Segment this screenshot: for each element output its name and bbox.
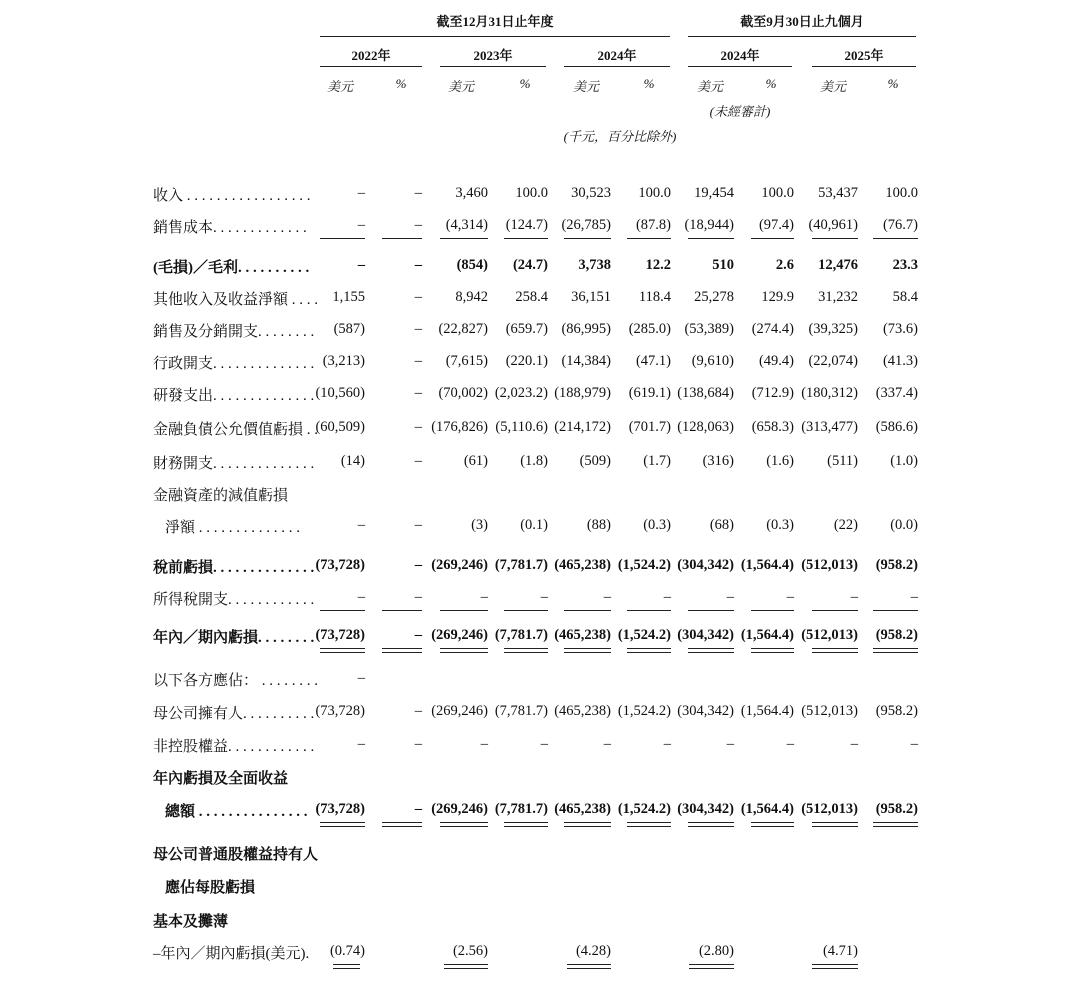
rule-line bbox=[382, 648, 422, 649]
row-value: 1,155 bbox=[332, 289, 365, 305]
row-value: 510 bbox=[712, 257, 734, 273]
rule-line bbox=[873, 826, 918, 827]
row-value: 118.4 bbox=[638, 289, 671, 305]
row-value: (274.4) bbox=[751, 321, 794, 337]
rule-line bbox=[504, 652, 548, 653]
row-value: – bbox=[540, 736, 548, 752]
row-value: – bbox=[357, 217, 365, 233]
row-value: (304,342) bbox=[677, 703, 734, 719]
row-value: (14) bbox=[340, 453, 365, 469]
unit-header: 美元 bbox=[572, 79, 599, 94]
row-value: – bbox=[357, 670, 365, 686]
row-value: (0.0) bbox=[890, 517, 918, 533]
rule-line bbox=[440, 238, 488, 239]
row-value: – bbox=[414, 419, 422, 435]
rule-line bbox=[320, 648, 365, 649]
row-value: (22,827) bbox=[438, 321, 488, 337]
row-value: (1.7) bbox=[643, 453, 671, 469]
row-value: (465,238) bbox=[554, 557, 611, 573]
row-value: – bbox=[414, 185, 422, 201]
rule-line bbox=[688, 652, 734, 653]
rule-line bbox=[688, 238, 734, 239]
rule-line bbox=[440, 822, 488, 823]
rule-line bbox=[688, 822, 734, 823]
row-value: 100.0 bbox=[761, 185, 794, 201]
row-value: (316) bbox=[702, 453, 734, 469]
row-value: (4.71) bbox=[822, 943, 858, 959]
rule-line bbox=[751, 648, 794, 649]
row-value: – bbox=[663, 736, 671, 752]
row-value: – bbox=[726, 589, 734, 605]
unit-header: % bbox=[887, 76, 899, 91]
row-value: (1,564.4) bbox=[740, 801, 794, 817]
row-value: (1,524.2) bbox=[617, 557, 671, 573]
rule-line bbox=[812, 826, 858, 827]
rule-line bbox=[504, 610, 548, 611]
rule-line bbox=[564, 822, 611, 823]
row-value: (4,314) bbox=[445, 217, 488, 233]
row-value: 12,476 bbox=[818, 257, 858, 273]
row-value: – bbox=[414, 353, 422, 369]
year-underline bbox=[320, 66, 422, 67]
row-value: (214,172) bbox=[554, 419, 611, 435]
rule-line bbox=[873, 238, 918, 239]
row-value: (659.7) bbox=[505, 321, 548, 337]
row-value: (176,826) bbox=[431, 419, 488, 435]
rule-line bbox=[333, 964, 360, 965]
rule-line bbox=[627, 610, 671, 611]
row-value: – bbox=[414, 517, 422, 533]
unit-header: % bbox=[395, 76, 407, 91]
row-value: (304,342) bbox=[677, 557, 734, 573]
row-value: – bbox=[357, 736, 365, 752]
rule-line bbox=[567, 968, 611, 969]
rule-line bbox=[320, 652, 365, 653]
row-label: 所得稅開支. . . . . . . . . . . . bbox=[153, 592, 315, 608]
row-value: (0.3) bbox=[643, 517, 671, 533]
row-label: 基本及攤薄 bbox=[153, 914, 229, 930]
unit-header: % bbox=[765, 76, 777, 91]
row-value: (1,564.4) bbox=[740, 557, 794, 573]
row-value: (49.4) bbox=[758, 353, 794, 369]
row-value: (7,615) bbox=[445, 353, 488, 369]
row-label: 稅前虧損. . . . . . . . . . . . . . bbox=[153, 560, 315, 576]
row-value: (304,342) bbox=[677, 627, 734, 643]
row-value: (958.2) bbox=[875, 557, 918, 573]
column-group-annual: 截至12月31日止年度 bbox=[436, 14, 554, 29]
row-value: 19,454 bbox=[694, 185, 734, 201]
row-value: (14,384) bbox=[561, 353, 611, 369]
row-value: (7,781.7) bbox=[494, 801, 548, 817]
rule-line bbox=[873, 648, 918, 649]
rule-line bbox=[440, 652, 488, 653]
rule-line bbox=[688, 610, 734, 611]
row-value: (188,979) bbox=[554, 385, 611, 401]
row-value: (7,781.7) bbox=[494, 703, 548, 719]
row-label: 年內虧損及全面收益 bbox=[153, 771, 289, 787]
rule-line bbox=[812, 822, 858, 823]
rule-line bbox=[688, 648, 734, 649]
row-value: (512,013) bbox=[801, 703, 858, 719]
row-value: (39,325) bbox=[808, 321, 858, 337]
row-value: 30,523 bbox=[571, 185, 611, 201]
row-value: 53,437 bbox=[818, 185, 858, 201]
row-value: (41.3) bbox=[882, 353, 918, 369]
row-value: (2,023.2) bbox=[494, 385, 548, 401]
rule-line bbox=[688, 826, 734, 827]
rule-line bbox=[564, 648, 611, 649]
row-value: 8,942 bbox=[455, 289, 488, 305]
unit-header: 美元 bbox=[819, 79, 846, 94]
row-value: (958.2) bbox=[875, 801, 918, 817]
year-underline bbox=[440, 66, 546, 67]
row-value: 2.6 bbox=[775, 257, 794, 273]
row-value: 36,151 bbox=[571, 289, 611, 305]
unaudited-note: (未經審計) bbox=[709, 104, 771, 119]
year-header-2024: 2024年 bbox=[597, 48, 637, 63]
unit-header: % bbox=[643, 76, 655, 91]
row-value: – bbox=[414, 736, 422, 752]
row-value: (658.3) bbox=[751, 419, 794, 435]
rule-line bbox=[504, 822, 548, 823]
row-label: 年內／期內虧損. . . . . . . . bbox=[153, 630, 315, 646]
row-value: (9,610) bbox=[691, 353, 734, 369]
row-value: (465,238) bbox=[554, 801, 611, 817]
rule-line bbox=[627, 652, 671, 653]
rule-line bbox=[382, 826, 422, 827]
row-value: – bbox=[540, 589, 548, 605]
rule-line bbox=[382, 610, 422, 611]
row-label: 研發支出. . . . . . . . . . . . . . bbox=[153, 388, 315, 404]
row-value: 12.2 bbox=[645, 257, 671, 273]
row-value: (958.2) bbox=[875, 703, 918, 719]
year-header-2022: 2022年 bbox=[351, 48, 391, 63]
rule-line bbox=[444, 968, 488, 969]
row-value: (1,524.2) bbox=[617, 703, 671, 719]
row-label: 行政開支. . . . . . . . . . . . . . bbox=[153, 356, 315, 372]
rule-line bbox=[564, 610, 611, 611]
rule-line bbox=[751, 238, 794, 239]
rule-line bbox=[751, 822, 794, 823]
row-value: 129.9 bbox=[761, 289, 794, 305]
row-label: 金融資產的減值虧損 bbox=[153, 488, 289, 504]
row-value: (7,781.7) bbox=[494, 627, 548, 643]
row-value: – bbox=[414, 217, 422, 233]
rule-line bbox=[564, 238, 611, 239]
row-value: – bbox=[910, 736, 918, 752]
row-value: (1,564.4) bbox=[740, 703, 794, 719]
row-value: – bbox=[480, 736, 488, 752]
row-value: (0.1) bbox=[520, 517, 548, 533]
row-value: (958.2) bbox=[875, 627, 918, 643]
row-value: – bbox=[414, 557, 422, 573]
row-value: – bbox=[850, 736, 858, 752]
row-value: (269,246) bbox=[431, 703, 488, 719]
row-value: (586.6) bbox=[875, 419, 918, 435]
row-value: (18,944) bbox=[684, 217, 734, 233]
row-value: (53,389) bbox=[684, 321, 734, 337]
row-value: – bbox=[414, 321, 422, 337]
row-value: – bbox=[414, 703, 422, 719]
row-label: 金融負債公允價值虧損 . . bbox=[153, 422, 319, 438]
rule-line bbox=[333, 968, 360, 969]
row-value: (313,477) bbox=[801, 419, 858, 435]
row-value: (1,564.4) bbox=[740, 627, 794, 643]
row-value: (269,246) bbox=[431, 557, 488, 573]
row-value: – bbox=[786, 736, 794, 752]
row-value: – bbox=[663, 589, 671, 605]
row-value: (220.1) bbox=[505, 353, 548, 369]
rule-line bbox=[627, 238, 671, 239]
row-value: (97.4) bbox=[758, 217, 794, 233]
row-value: (712.9) bbox=[751, 385, 794, 401]
rule-line bbox=[689, 964, 734, 965]
year-underline bbox=[564, 66, 670, 67]
row-value: – bbox=[603, 736, 611, 752]
row-value: – bbox=[357, 589, 365, 605]
row-label: (毛損)／毛利. . . . . . . . . . bbox=[153, 260, 310, 276]
row-value: (47.1) bbox=[635, 353, 671, 369]
row-value: (26,785) bbox=[561, 217, 611, 233]
unit-header: 美元 bbox=[447, 79, 474, 94]
row-value: (124.7) bbox=[505, 217, 548, 233]
row-value: (73,728) bbox=[315, 557, 365, 573]
row-value: (180,312) bbox=[801, 385, 858, 401]
year-header-2023: 2023年 bbox=[473, 48, 513, 63]
row-value: 31,232 bbox=[818, 289, 858, 305]
row-value: – bbox=[726, 736, 734, 752]
row-label: 財務開支. . . . . . . . . . . . . . bbox=[153, 456, 315, 472]
row-value: (86,995) bbox=[561, 321, 611, 337]
rule-line bbox=[440, 826, 488, 827]
rule-line bbox=[320, 826, 365, 827]
row-value: (269,246) bbox=[431, 801, 488, 817]
rule-line bbox=[320, 610, 365, 611]
unit-header: % bbox=[519, 76, 531, 91]
rule-line bbox=[627, 826, 671, 827]
row-label: 淨額 . . . . . . . . . . . . . . bbox=[165, 520, 301, 536]
row-value: – bbox=[357, 257, 365, 273]
row-value: – bbox=[414, 801, 422, 817]
row-value: (22,074) bbox=[808, 353, 858, 369]
column-group-nine-months: 截至9月30日止九個月 bbox=[740, 14, 864, 29]
rule-line bbox=[751, 652, 794, 653]
row-value: (512,013) bbox=[801, 557, 858, 573]
row-value: (2.56) bbox=[452, 943, 488, 959]
row-value: – bbox=[414, 289, 422, 305]
rule-line bbox=[504, 238, 548, 239]
row-value: (465,238) bbox=[554, 703, 611, 719]
row-value: (3,213) bbox=[322, 353, 365, 369]
rule-line bbox=[812, 610, 858, 611]
row-value: (7,781.7) bbox=[494, 557, 548, 573]
group-underline-annual bbox=[320, 36, 670, 37]
rule-line bbox=[504, 826, 548, 827]
row-value: (138,684) bbox=[677, 385, 734, 401]
row-value: (512,013) bbox=[801, 801, 858, 817]
row-label: 母公司擁有人. . . . . . . . . . bbox=[153, 706, 315, 722]
row-value: (465,238) bbox=[554, 627, 611, 643]
row-label: 其他收入及收益淨額 . . . . bbox=[153, 292, 319, 308]
row-value: – bbox=[414, 627, 422, 643]
row-value: – bbox=[357, 517, 365, 533]
row-value: (701.7) bbox=[628, 419, 671, 435]
row-value: (587) bbox=[333, 321, 365, 337]
row-value: (76.7) bbox=[882, 217, 918, 233]
row-value: (73,728) bbox=[315, 627, 365, 643]
row-value: 23.3 bbox=[892, 257, 918, 273]
row-label: 收入 . . . . . . . . . . . . . . . . . bbox=[153, 188, 311, 204]
row-label: 非控股權益. . . . . . . . . . . . bbox=[153, 739, 315, 755]
year-underline bbox=[688, 66, 792, 67]
row-value: (128,063) bbox=[677, 419, 734, 435]
row-value: (70,002) bbox=[438, 385, 488, 401]
rule-line bbox=[564, 652, 611, 653]
row-value: (40,961) bbox=[808, 217, 858, 233]
row-value: – bbox=[414, 257, 422, 273]
row-value: – bbox=[414, 453, 422, 469]
row-value: (509) bbox=[579, 453, 611, 469]
row-value: – bbox=[357, 185, 365, 201]
year-header-2024-nine-months: 2024年 bbox=[720, 48, 760, 63]
unit-note: (千元，百分比除外) bbox=[563, 129, 677, 144]
row-value: – bbox=[480, 589, 488, 605]
row-value: – bbox=[603, 589, 611, 605]
rule-line bbox=[382, 652, 422, 653]
row-value: (3) bbox=[471, 517, 488, 533]
row-label: 以下各方應佔： . . . . . . . . bbox=[153, 673, 319, 689]
row-value: – bbox=[786, 589, 794, 605]
row-value: 3,738 bbox=[578, 257, 611, 273]
rule-line bbox=[382, 238, 422, 239]
rule-line bbox=[567, 964, 611, 965]
row-value: (5,110.6) bbox=[495, 419, 548, 435]
row-value: (68) bbox=[709, 517, 734, 533]
row-label: 銷售成本. . . . . . . . . . . . . bbox=[153, 220, 307, 236]
row-label: 銷售及分銷開支. . . . . . . . bbox=[153, 324, 315, 340]
unit-header: 美元 bbox=[326, 79, 353, 94]
row-label: –年內／期內虧損(美元). bbox=[153, 946, 310, 962]
rule-line bbox=[440, 648, 488, 649]
row-value: (4.28) bbox=[575, 943, 611, 959]
row-value: (88) bbox=[586, 517, 611, 533]
row-value: (1.0) bbox=[890, 453, 918, 469]
rule-line bbox=[812, 652, 858, 653]
year-underline bbox=[812, 66, 916, 67]
row-value: – bbox=[414, 589, 422, 605]
row-value: (619.1) bbox=[628, 385, 671, 401]
unit-header: 美元 bbox=[696, 79, 723, 94]
row-value: (73,728) bbox=[315, 801, 365, 817]
row-value: – bbox=[414, 385, 422, 401]
row-value: (854) bbox=[456, 257, 488, 273]
row-value: (10,560) bbox=[315, 385, 365, 401]
row-value: 3,460 bbox=[455, 185, 488, 201]
rule-line bbox=[812, 964, 858, 965]
row-value: (61) bbox=[463, 453, 488, 469]
row-value: (269,246) bbox=[431, 627, 488, 643]
row-value: (0.3) bbox=[766, 517, 794, 533]
row-value: 58.4 bbox=[892, 289, 918, 305]
rule-line bbox=[444, 964, 488, 965]
row-value: (511) bbox=[827, 453, 858, 469]
rule-line bbox=[812, 648, 858, 649]
rule-line bbox=[751, 610, 794, 611]
rule-line bbox=[812, 968, 858, 969]
row-value: (73.6) bbox=[882, 321, 918, 337]
row-value: (285.0) bbox=[628, 321, 671, 337]
row-value: (87.8) bbox=[635, 217, 671, 233]
rule-line bbox=[382, 822, 422, 823]
rule-line bbox=[320, 822, 365, 823]
row-value: (1,524.2) bbox=[617, 627, 671, 643]
rule-line bbox=[812, 238, 858, 239]
row-value: (0.74) bbox=[329, 943, 365, 959]
row-value: (512,013) bbox=[801, 627, 858, 643]
row-value: (60,509) bbox=[315, 419, 365, 435]
rule-line bbox=[440, 610, 488, 611]
row-value: 100.0 bbox=[885, 185, 918, 201]
rule-line bbox=[873, 822, 918, 823]
rule-line bbox=[320, 238, 365, 239]
row-value: (304,342) bbox=[677, 801, 734, 817]
row-value: 100.0 bbox=[638, 185, 671, 201]
row-value: (1.6) bbox=[766, 453, 794, 469]
rule-line bbox=[504, 648, 548, 649]
row-value: – bbox=[850, 589, 858, 605]
rule-line bbox=[627, 822, 671, 823]
row-value: (337.4) bbox=[875, 385, 918, 401]
row-value: (1,524.2) bbox=[617, 801, 671, 817]
row-label: 總額 . . . . . . . . . . . . . . . bbox=[165, 804, 308, 820]
row-value: – bbox=[910, 589, 918, 605]
row-value: (22) bbox=[833, 517, 858, 533]
rule-line bbox=[564, 826, 611, 827]
row-value: (2.80) bbox=[698, 943, 734, 959]
group-underline-nine-months bbox=[688, 36, 916, 37]
rule-line bbox=[627, 648, 671, 649]
row-value: 25,278 bbox=[694, 289, 734, 305]
row-value: 258.4 bbox=[515, 289, 548, 305]
year-header-2025-nine-months: 2025年 bbox=[844, 48, 884, 63]
row-value: (73,728) bbox=[315, 703, 365, 719]
row-value: 100.0 bbox=[515, 185, 548, 201]
rule-line bbox=[689, 968, 734, 969]
rule-line bbox=[873, 652, 918, 653]
rule-line bbox=[873, 610, 918, 611]
row-label: 母公司普通股權益持有人 bbox=[153, 847, 319, 863]
row-label: 應佔每股虧損 bbox=[165, 880, 256, 896]
rule-line bbox=[751, 826, 794, 827]
row-value: (24.7) bbox=[512, 257, 548, 273]
row-value: (1.8) bbox=[520, 453, 548, 469]
